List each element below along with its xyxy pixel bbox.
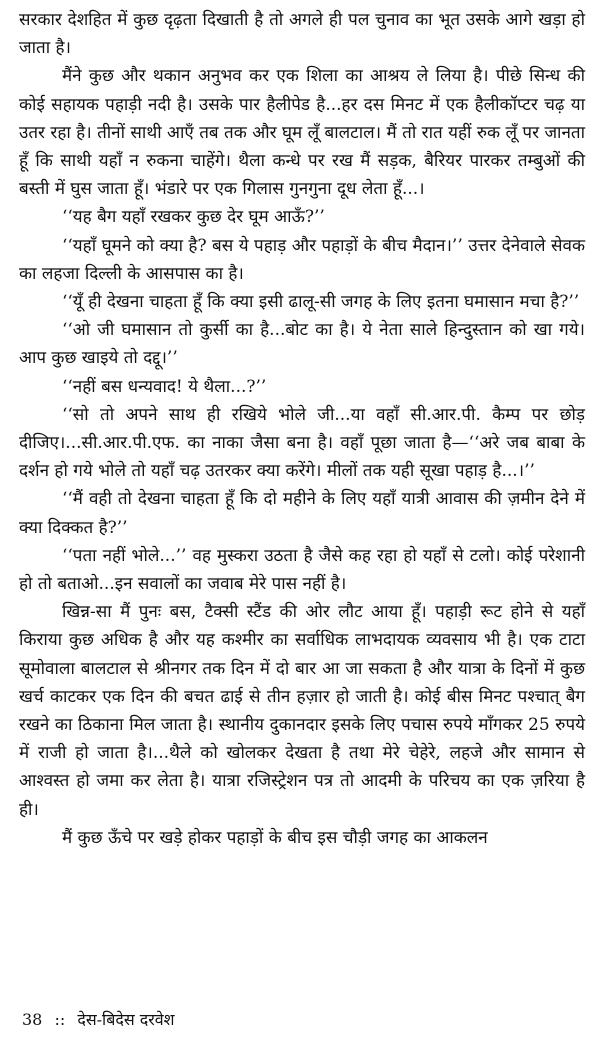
- paragraph: मैंने कुछ और थकान अनुभव कर एक शिला का आश्रय ले लिया है। पीछे सिन्ध की कोई सहायक पहाड़ी नदी है। उसके पार हैलीपेड है...हर दस मिनट में एक हैलीकॉप्टर चढ़ या उतर रहा है। तीनों साथी आएँ तब तक और घूम लूँ बालटाल। मैं तो रात यहीं रुक लूँ पर जानता हूँ कि साथी यहाँ न रुकना चाहेंगे। थैला कन्धे पर रख मैं सड़क, बैरियर पारकर तम्बुओं की बस्ती में घुस जाता हूँ। भंडारे पर एक गिलास गुनगुना दूध लेता हूँ...।: [19, 66, 585, 200]
- paragraph-continued: सरकार देशहित में कुछ दृढ़ता दिखाती है तो अगले ही पल चुनाव का भूत उसके आगे खड़ा हो जाता है।: [19, 10, 585, 59]
- page-number: 38: [22, 1010, 43, 1029]
- dialogue-paragraph: ‘‘पता नहीं भोले...’’ वह मुस्करा उठता है जैसे कह रहा हो यहाँ से टलो। कोई परेशानी हो तो बताओ...इन सवालों का जवाब मेरे पास नहीं है।: [19, 545, 585, 595]
- dialogue-paragraph: ‘‘यहाँ घूमने को क्या है? बस ये पहाड़ और पहाड़ों के बीच मैदान।’’ उत्तर देनेवाले सेवक का लहजा दिल्ली के आसपास का है।: [19, 235, 585, 284]
- dialogue-paragraph: ‘‘यूँ ही देखना चाहता हूँ कि क्या इसी ढालू-सी जगह के लिए इतना घमासान मचा है?’’: [62, 292, 580, 313]
- dialogue-paragraph: ‘‘सो तो अपने साथ ही रखिये भोले जी...या वहाँ सी.आर.पी. कैम्प पर छोड़ दीजिए।...सी.आर.पी.एफ. का नाका जैसा बना है। वहाँ पूछा जाता है—‘‘अरे जब बाबा के दर्शन हो गये भोले तो यहाँ चढ़ उतरकर क्या करेंगे। मीलों तक यही सूखा पहाड़ है...।’’: [19, 404, 585, 482]
- dialogue-paragraph: ‘‘नहीं बस धन्यवाद! ये थैला...?’’: [62, 376, 267, 397]
- paragraph: खिन्न-सा मैं पुनः बस, टैक्सी स्टैंड की ओर लौट आया हूँ। पहाड़ी रूट होने से यहाँ किराया कुछ अधिक है और यह कश्मीर का सर्वाधिक लाभदायक व्यवसाय भी है। एक टाटा सूमोवाला बालटाल से श्रीनगर तक दिन में दो बार आ जा सकता है और यात्रा के दिनों में कुछ खर्च काटकर एक दिन की बचत ढाई से तीन हज़ार हो जाती है। कोई बीस मिनट पश्चात् बैग रखने का ठिकाना मिल जाता है। स्थानीय दुकानदार इसके लिए पचास रुपये माँगकर 25 रुपये में राजी हो जाता है।...थैले को खोलकर देखता है तथा मेरे चेहेरे, लहजे और सामान से आश्वस्त हो जमा कर लेता है। यात्रा रजिस्ट्रेशन पत्र तो आदमी के परिचय का एक ज़रिया है ही।: [19, 602, 585, 820]
- paragraph-last: मैं कुछ ऊँचे पर खड़े होकर पहाड़ों के बीच इस चौड़ी जगह का आकलन: [62, 827, 488, 848]
- page-body-text: [19, 6, 585, 852]
- dialogue-paragraph: ‘‘मैं वही तो देखना चाहता हूँ कि दो महीने के लिए यहाँ यात्री आवास की ज़मीन देने में क्या दिक्कत है?’’: [19, 489, 585, 538]
- dialogue-paragraph: ‘‘यह बैग यहाँ रखकर कुछ देर घूम आऊँ?’’: [62, 207, 325, 228]
- page-footer: [22, 1009, 175, 1031]
- footer-separator: ::: [54, 1010, 66, 1029]
- book-title: देस-बिदेस दरवेश: [77, 1010, 175, 1029]
- dialogue-paragraph: ‘‘ओ जी घमासान तो कुर्सी का है...बोट का है। ये नेता साले हिन्दुस्तान को खा गये। आप कुछ खाइये तो दद्दू।’’: [19, 320, 585, 369]
